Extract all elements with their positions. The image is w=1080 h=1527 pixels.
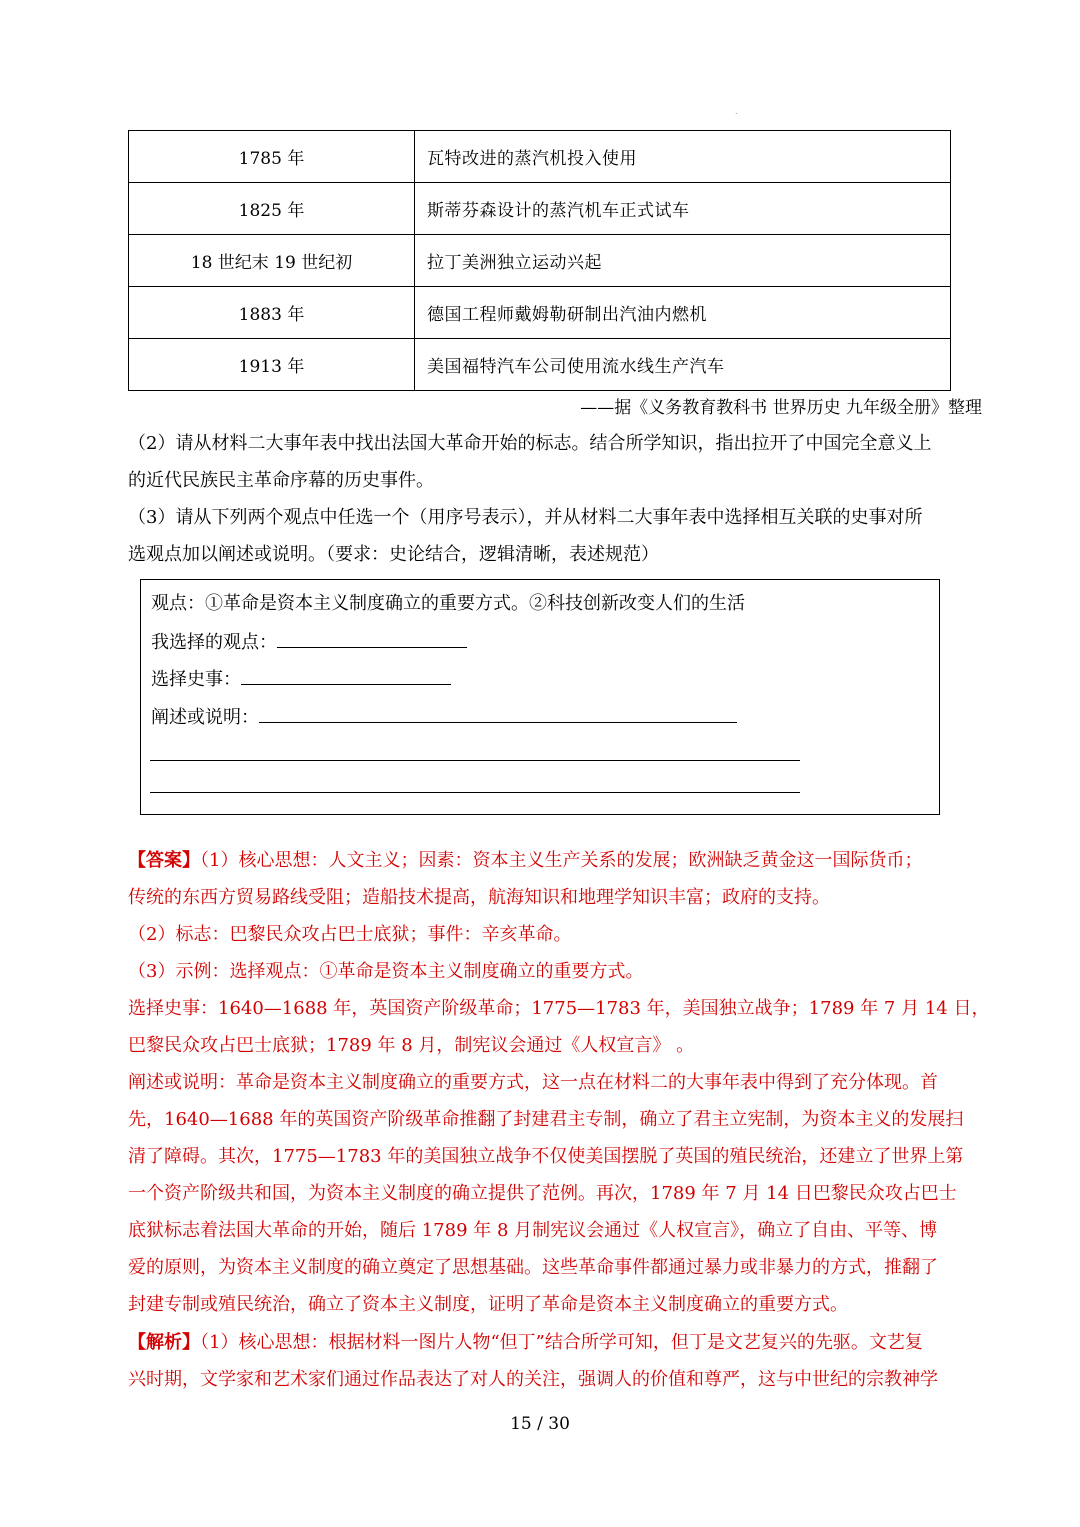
- answer-line: 底狱标志着法国大革命的开始，随后 1789 年 8 月制宪议会通过《人权宣言》，确立了自由、平等、博: [128, 1220, 938, 1241]
- table-row: [129, 131, 951, 183]
- year-cell: 1913 年: [129, 339, 415, 391]
- answer-line: 爱的原则，为资本主义制度的确立奠定了思想基础。这些革命事件都通过暴力或非暴力的方式，推翻了: [128, 1257, 938, 1278]
- events-label: 选择史事：: [151, 669, 241, 690]
- analysis-text: （1）核心思想：根据材料一图片人物“但丁”结合所学可知，但丁是文艺复兴的先驱。文艺复: [200, 1332, 923, 1353]
- event-cell: 斯蒂芬森设计的蒸汽机车正式试车: [415, 183, 951, 235]
- event-cell: 瓦特改进的蒸汽机投入使用: [415, 131, 951, 183]
- answer-line: 一个资产阶级共和国，为资本主义制度的确立提供了范例。再次，1789 年 7 月 14 日巴黎民众攻占巴士: [128, 1183, 957, 1204]
- table-row: [129, 235, 951, 287]
- analysis-tag: 【解析】: [128, 1332, 200, 1353]
- answer-line: （3）示例：选择观点：①革命是资本主义制度确立的重要方式。: [128, 961, 644, 982]
- writing-line[interactable]: [150, 792, 800, 793]
- writing-line[interactable]: [150, 760, 800, 761]
- explain-label: 阐述或说明：: [151, 707, 259, 728]
- question-2-line-1: （2）请从材料二大事年表中找出法国大革命开始的标志。结合所学知识，指出拉开了中国完全意义上: [128, 433, 932, 454]
- answer-text: （1）核心思想：人文主义；因素：资本主义生产关系的发展；欧洲缺乏黄金这一国际货币；: [200, 850, 923, 871]
- choice-row: [151, 629, 467, 655]
- question-2-line-2: 的近代民族民主革命序幕的历史事件。: [128, 470, 434, 491]
- answer-box: [140, 579, 940, 815]
- table-row: [129, 183, 951, 235]
- answer-line: （2）标志：巴黎民众攻占巴士底狱；事件：辛亥革命。: [128, 924, 572, 945]
- table-row: [129, 287, 951, 339]
- table-row: [129, 339, 951, 391]
- answer-line: [128, 849, 922, 873]
- year-cell: 1785 年: [129, 131, 415, 183]
- timeline-table: [128, 130, 951, 391]
- viewpoints-text: 观点：①革命是资本主义制度确立的重要方式。②科技创新改变人们的生活: [151, 593, 745, 614]
- source-citation: ——据《义务教育教科书 世界历史 九年级全册》整理: [580, 398, 982, 418]
- events-blank[interactable]: [241, 666, 451, 685]
- answer-line: 清了障碍。其次，1775—1783 年的美国独立战争不仅使美国摆脱了英国的殖民统治，还建立了世界上第: [128, 1146, 964, 1167]
- answer-line: 封建专制或殖民统治，确立了资本主义制度，证明了革命是资本主义制度确立的重要方式。: [128, 1294, 848, 1315]
- choice-label: 我选择的观点：: [151, 632, 277, 653]
- answer-line: 巴黎民众攻占巴士底狱；1789 年 8 月，制宪议会通过《人权宣言》 。: [128, 1035, 695, 1056]
- event-cell: 拉丁美洲独立运动兴起: [415, 235, 951, 287]
- question-3-line-2: 选观点加以阐述或说明。（要求：史论结合，逻辑清晰，表述规范）: [128, 544, 659, 565]
- explain-row: [151, 704, 737, 730]
- analysis-line: 兴时期，文学家和艺术家们通过作品表达了对人的关注，强调人的价值和尊严，这与中世纪的宗教神学: [128, 1369, 938, 1390]
- event-cell: 美国福特汽车公司使用流水线生产汽车: [415, 339, 951, 391]
- answer-line: 传统的东西方贸易路线受阻；造船技术提高，航海知识和地理学知识丰富；政府的支持。: [128, 887, 830, 908]
- events-row: [151, 666, 451, 692]
- page-number: 15 / 30: [510, 1414, 570, 1434]
- answer-line: 先，1640—1688 年的英国资产阶级革命推翻了封建君主专制，确立了君主立宪制，为资本主义的发展扫: [128, 1109, 964, 1130]
- year-cell: 1883 年: [129, 287, 415, 339]
- explain-blank[interactable]: [259, 704, 737, 723]
- answer-line: 选择史事：1640—1688 年，英国资产阶级革命；1775—1783 年，美国独立战争；1789 年 7 月 14 日，: [128, 998, 990, 1019]
- event-cell: 德国工程师戴姆勒研制出汽油内燃机: [415, 287, 951, 339]
- header-mark: .: [735, 107, 738, 116]
- answer-line: 阐述或说明：革命是资本主义制度确立的重要方式，这一点在材料二的大事年表中得到了充分体现。首: [128, 1072, 938, 1093]
- question-3-line-1: （3）请从下列两个观点中任选一个（用序号表示），并从材料二大事年表中选择相互关联的史事对所: [128, 507, 923, 528]
- year-cell: 1825 年: [129, 183, 415, 235]
- analysis-line: [128, 1331, 923, 1355]
- answer-tag: 【答案】: [128, 850, 200, 871]
- choice-blank[interactable]: [277, 629, 467, 648]
- year-cell: 18 世纪末 19 世纪初: [129, 235, 415, 287]
